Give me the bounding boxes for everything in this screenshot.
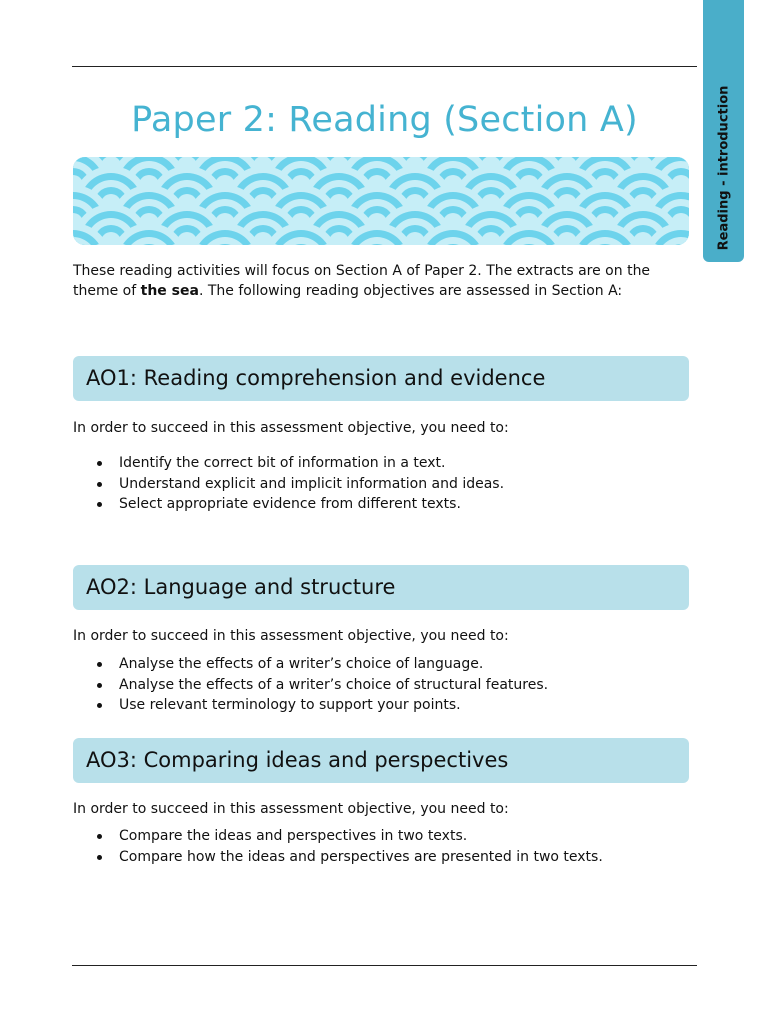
side-tab-label: Reading - introduction — [716, 85, 731, 251]
intro-emphasis: the sea — [140, 283, 199, 299]
bullet-dot-icon — [97, 855, 102, 860]
intro-text-after: . The following reading objectives are assessed in Section A: — [198, 283, 623, 299]
bullet-dot-icon — [97, 662, 102, 667]
bullet-dot-icon — [97, 683, 102, 688]
list-item-text: Use relevant terminology to support your points. — [119, 697, 461, 713]
section-heading-ao2: AO2: Language and structure — [73, 565, 689, 610]
side-tab — [703, 0, 744, 262]
list-item-text: Understand explicit and implicit information and ideas. — [119, 475, 505, 492]
wave-pattern-graphic — [73, 157, 689, 245]
section-lead-ao1: In order to succeed in this assessment objective, you need to: — [73, 420, 509, 436]
list-item — [73, 826, 603, 847]
bullet-list-ao1 — [73, 453, 504, 515]
list-item-text: Select appropriate evidence from different texts. — [119, 496, 461, 512]
top-rule — [72, 66, 697, 67]
bullet-dot-icon — [97, 834, 102, 839]
list-item — [73, 847, 603, 868]
section-heading-ao1: AO1: Reading comprehension and evidence — [73, 356, 689, 401]
bullet-dot-icon — [97, 482, 102, 487]
list-item-text: Compare the ideas and perspectives in two texts. — [119, 828, 468, 844]
list-item — [73, 453, 504, 474]
bullet-list-ao3 — [73, 826, 603, 867]
section-lead-ao2: In order to succeed in this assessment objective, you need to: — [73, 628, 509, 644]
list-item — [73, 654, 548, 675]
list-item-text: Identify the correct bit of information in a text. — [119, 455, 446, 471]
bottom-rule — [72, 965, 697, 966]
list-item-text: Analyse the effects of a writer’s choice of language. — [119, 656, 484, 672]
list-item — [73, 494, 504, 515]
intro-text-before: These reading activities will focus on Section A of Paper 2. The extracts are on the theme of — [73, 263, 651, 299]
list-item-text: Analyse the effects of a writer’s choice of structural features. — [119, 676, 549, 693]
bullet-dot-icon — [97, 461, 102, 466]
section-lead-ao3: In order to succeed in this assessment objective, you need to: — [73, 801, 509, 817]
page-title: Paper 2: Reading (Section A) — [131, 100, 638, 140]
list-item — [73, 695, 548, 716]
intro-paragraph — [73, 261, 693, 301]
wave-banner — [73, 157, 689, 245]
list-item — [73, 474, 504, 495]
bullet-list-ao2 — [73, 654, 548, 716]
bullet-dot-icon — [97, 502, 102, 507]
list-item-text: Compare how the ideas and perspectives are presented in two texts. — [119, 848, 603, 865]
section-heading-ao3: AO3: Comparing ideas and perspectives — [73, 738, 689, 783]
list-item — [73, 675, 548, 696]
bullet-dot-icon — [97, 703, 102, 708]
